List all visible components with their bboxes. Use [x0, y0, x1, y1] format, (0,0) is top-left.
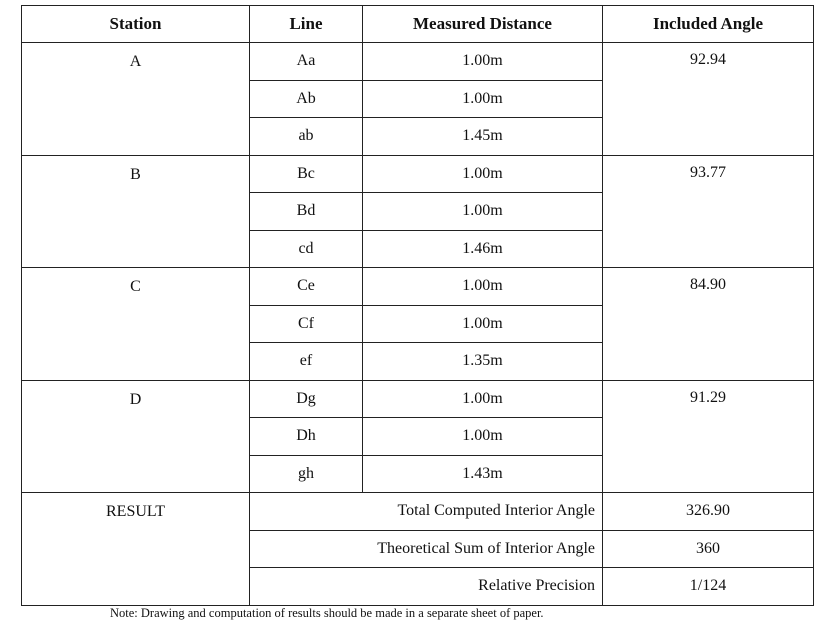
line-cell: Cf — [250, 305, 363, 343]
line-cell: Aa — [250, 43, 363, 81]
line-cell: ef — [250, 343, 363, 381]
header-included-angle: Included Angle — [603, 6, 814, 43]
header-station: Station — [22, 6, 250, 43]
line-cell: gh — [250, 455, 363, 493]
station-cell: C — [22, 268, 250, 381]
distance-cell: 1.00m — [363, 305, 603, 343]
line-cell: Bc — [250, 155, 363, 193]
distance-cell: 1.35m — [363, 343, 603, 381]
station-cell: B — [22, 155, 250, 268]
survey-table — [21, 5, 814, 606]
distance-cell: 1.00m — [363, 155, 603, 193]
distance-cell: 1.00m — [363, 80, 603, 118]
line-cell: Dg — [250, 380, 363, 418]
angle-cell: 84.90 — [603, 268, 814, 381]
line-cell: Dh — [250, 418, 363, 456]
distance-cell: 1.00m — [363, 380, 603, 418]
angle-cell: 93.77 — [603, 155, 814, 268]
line-cell: cd — [250, 230, 363, 268]
station-cell: A — [22, 43, 250, 156]
theoretical-sum-value: 360 — [603, 530, 814, 568]
line-cell: ab — [250, 118, 363, 156]
distance-cell: 1.45m — [363, 118, 603, 156]
result-label: RESULT — [22, 493, 250, 606]
distance-cell: 1.00m — [363, 268, 603, 306]
table-row — [22, 43, 814, 81]
total-computed-angle-value: 326.90 — [603, 493, 814, 531]
station-cell: D — [22, 380, 250, 493]
footnote: Note: Drawing and computation of results should be made in a separate sheet of paper. — [110, 606, 544, 620]
result-row — [22, 493, 814, 531]
theoretical-sum-label: Theoretical Sum of Interior Angle — [250, 530, 603, 568]
distance-cell: 1.00m — [363, 418, 603, 456]
relative-precision-value: 1/124 — [603, 568, 814, 606]
distance-cell: 1.46m — [363, 230, 603, 268]
table-row — [22, 380, 814, 418]
angle-cell: 91.29 — [603, 380, 814, 493]
angle-cell: 92.94 — [603, 43, 814, 156]
line-cell: Ab — [250, 80, 363, 118]
header-line: Line — [250, 6, 363, 43]
relative-precision-label: Relative Precision — [250, 568, 603, 606]
distance-cell: 1.43m — [363, 455, 603, 493]
header-row — [22, 6, 814, 43]
line-cell: Ce — [250, 268, 363, 306]
table-row — [22, 268, 814, 306]
distance-cell: 1.00m — [363, 43, 603, 81]
header-measured-distance: Measured Distance — [363, 6, 603, 43]
total-computed-angle-label: Total Computed Interior Angle — [250, 493, 603, 531]
line-cell: Bd — [250, 193, 363, 231]
table-row — [22, 155, 814, 193]
distance-cell: 1.00m — [363, 193, 603, 231]
